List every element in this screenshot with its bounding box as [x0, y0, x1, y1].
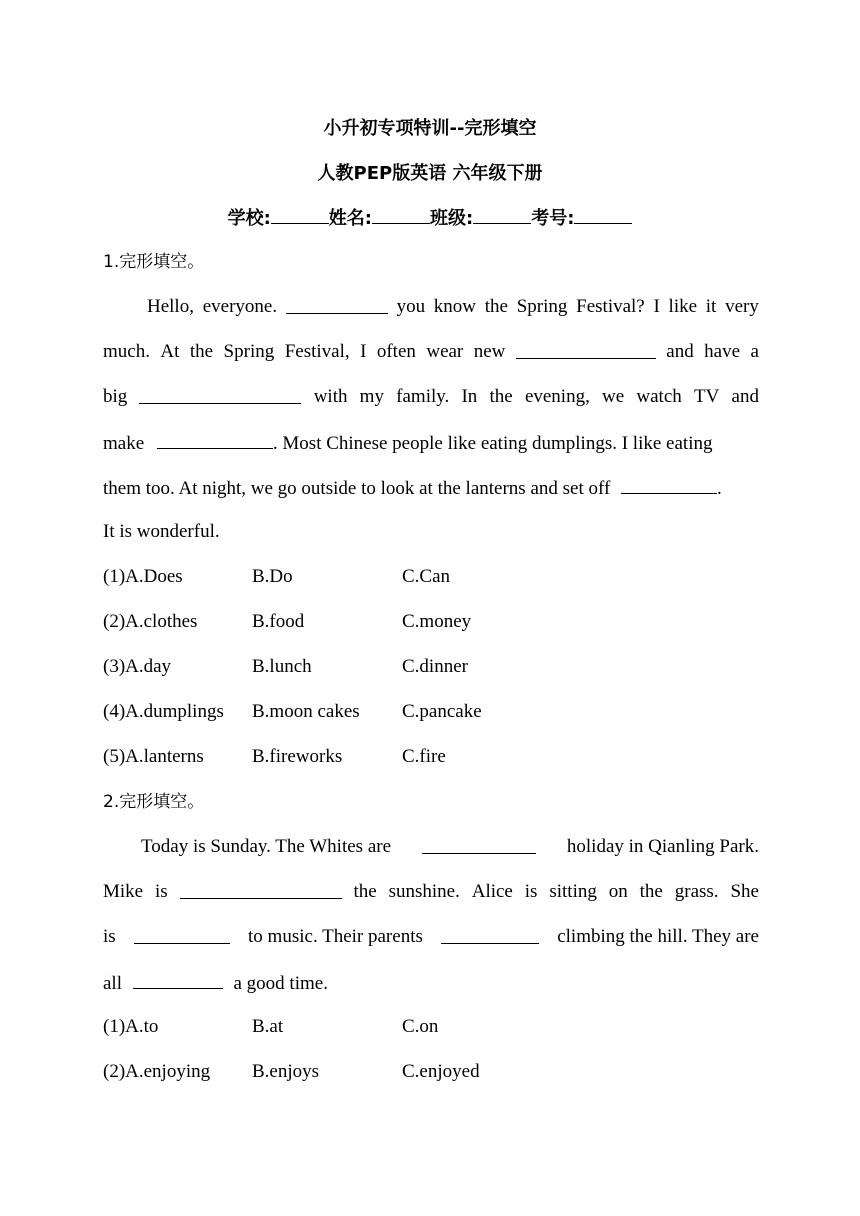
option-b[interactable]: B.enjoys	[252, 1061, 320, 1082]
option-b[interactable]: B.fireworks	[252, 746, 343, 767]
option-b[interactable]: B.lunch	[252, 656, 312, 677]
exam-number-blank[interactable]	[574, 207, 632, 224]
s2-blank-1[interactable]	[422, 835, 536, 854]
name-blank[interactable]	[372, 207, 430, 224]
s2-passage-line-1: Today is Sunday. The Whites are holiday in Qianling Park.	[141, 836, 759, 857]
option-c[interactable]: C.Can	[402, 566, 451, 587]
option-b[interactable]: B.moon cakes	[252, 701, 360, 722]
s1-passage-line-5: them too. At night, we go outside to look at the lanterns and set off .	[103, 475, 759, 501]
class-label: 班级:	[430, 208, 474, 229]
s1-blank-2[interactable]	[516, 340, 656, 359]
section1-heading: 1.完形填空。	[103, 252, 205, 272]
s1-blank-3[interactable]	[139, 385, 301, 404]
option-c[interactable]: C.enjoyed	[402, 1061, 480, 1082]
option-c[interactable]: C.on	[402, 1016, 439, 1037]
s1-blank-1[interactable]	[286, 295, 388, 314]
option-c[interactable]: C.money	[402, 611, 472, 632]
s1-passage-line-4: make . Most Chinese people like eating dumplings. I like eating	[103, 430, 759, 456]
s1-blank-4[interactable]	[157, 430, 273, 449]
section2-heading: 2.完形填空。	[103, 792, 205, 812]
s2-blank-3[interactable]	[134, 925, 230, 944]
page-title: 小升初专项特训--完形填空	[323, 118, 537, 139]
option-a[interactable]: A.day	[125, 656, 172, 677]
s2-blank-2[interactable]	[180, 880, 342, 899]
s2-blank-4[interactable]	[441, 925, 539, 944]
s2-passage-line-3: is to music. Their parents climbing the hill. They are	[103, 926, 759, 947]
school-label: 学校:	[227, 208, 271, 229]
option-a[interactable]: A.to	[125, 1016, 159, 1037]
option-a[interactable]: A.dumplings	[125, 701, 224, 722]
s1-passage-line-1: Hello, everyone. you know the Spring Festival? I like it very	[147, 296, 759, 317]
option-b[interactable]: B.Do	[252, 566, 293, 587]
exam-number-label: 考号:	[531, 208, 575, 229]
option-a[interactable]: A.lanterns	[125, 746, 204, 767]
option-b[interactable]: B.food	[252, 611, 305, 632]
s1-passage-line-2: much. At the Spring Festival, I often wear new and have a	[103, 341, 759, 362]
option-c[interactable]: C.fire	[402, 746, 446, 767]
worksheet-page: 小升初专项特训--完形填空 人教PEP版英语 六年级下册 学校: 姓名: 班级: 考号: 1.完形填空。 Hello, everyone. you know the Spring Festival? I like it very much. At the Spring Festival, I often wear new and have a big with my family. In the evening, we watch TV and make . Most Chinese people like eating dumplings. I like eating them too. At night, we go outside to look at the lanterns and set off . It is wonderful. (1)A.Does B.Do C.Can (2)A.clothes B.food C.money (3)A.day B.lunch C.dinner (4)A.dumplings B.moon cakes C.pancake (5)A.lanterns B.fireworks C.fire 2.完形填空。 Today is Sunday. The Whites are holiday in Qianling Park. Mike is the sunshine. Alice is sitting on the grass. She is to music. Their parents climbing the hill. They are all a good time. (1)A.to B.at C.on (2)A.enjoying B.enjoys C.enjoyed	[0, 0, 860, 1216]
option-b[interactable]: B.at	[252, 1016, 284, 1037]
class-blank[interactable]	[473, 207, 531, 224]
option-a[interactable]: A.Does	[125, 566, 183, 587]
option-c[interactable]: C.pancake	[402, 701, 482, 722]
s2-passage-line-2: Mike is the sunshine. Alice is sitting on the grass. She	[103, 881, 759, 902]
name-label: 姓名:	[328, 208, 372, 229]
page-subtitle: 人教PEP版英语 六年级下册	[317, 163, 543, 184]
school-blank[interactable]	[271, 207, 329, 224]
s1-passage-line-6: It is wonderful.	[103, 521, 220, 542]
s2-blank-5[interactable]	[133, 970, 223, 989]
s2-passage-line-4: all a good time.	[103, 970, 759, 996]
student-info-line	[0, 204, 860, 230]
option-a[interactable]: A.clothes	[125, 611, 198, 632]
s1-blank-5[interactable]	[621, 475, 717, 494]
option-c[interactable]: C.dinner	[402, 656, 468, 677]
option-a[interactable]: A.enjoying	[125, 1061, 211, 1082]
s1-passage-line-3: big with my family. In the evening, we watch TV and	[103, 386, 759, 407]
